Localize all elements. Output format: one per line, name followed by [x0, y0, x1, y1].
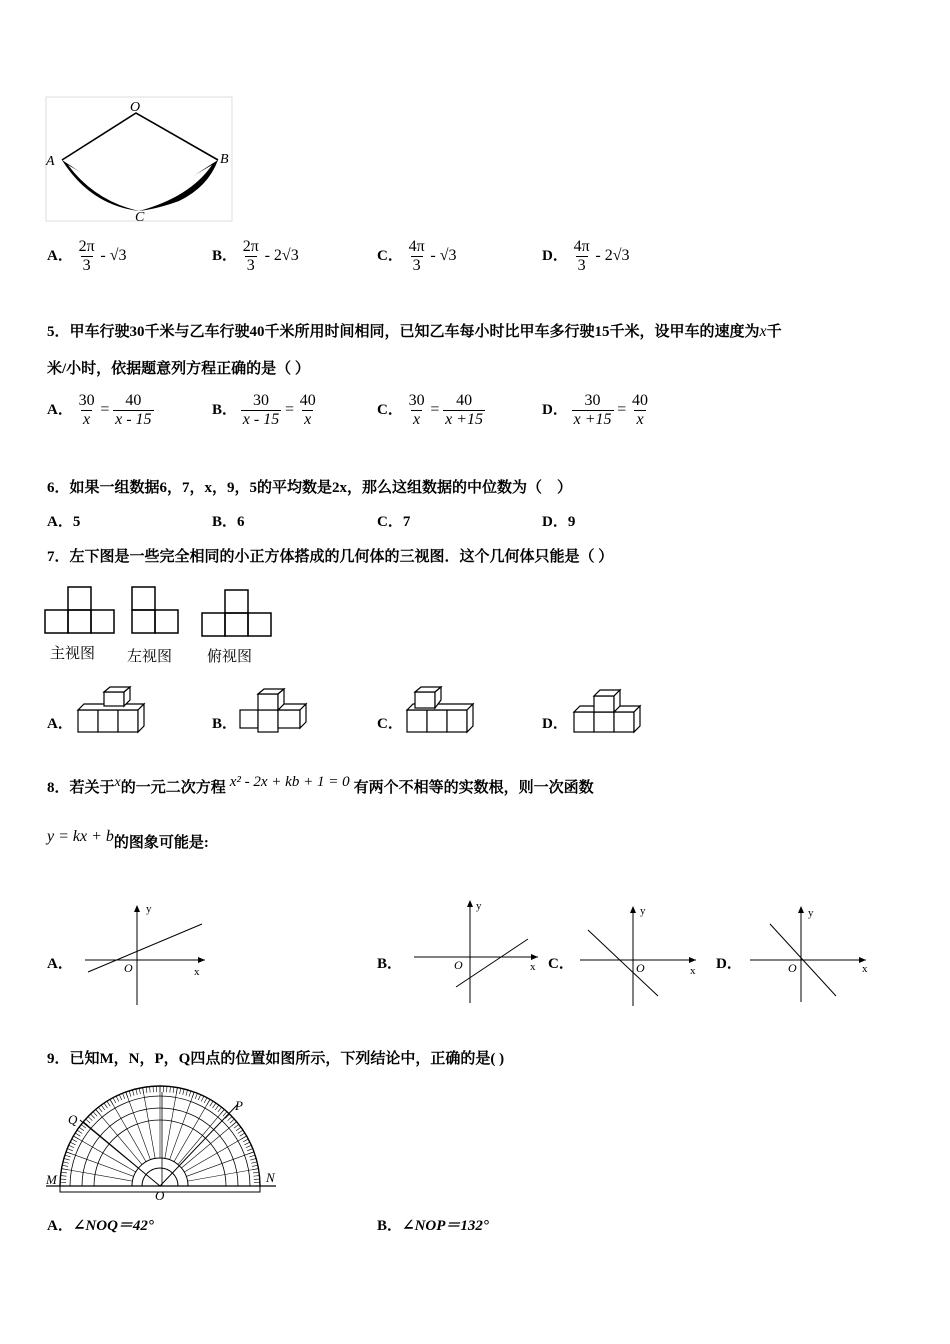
protractor-tick: [62, 1165, 68, 1166]
protractor-tick: [123, 1093, 125, 1099]
q8-option-b-label[interactable]: B．: [377, 956, 403, 972]
protractor-tick: [110, 1099, 113, 1104]
graph-c-x-label: x: [690, 965, 696, 977]
protractor-tick: [236, 1127, 241, 1131]
protractor-tick: [66, 1152, 72, 1154]
graph-a-x-label: x: [194, 966, 200, 978]
protractor-tick: [243, 1139, 248, 1142]
graph-b-y-label: y: [476, 900, 482, 912]
q7-option-c-label[interactable]: C．: [377, 716, 403, 732]
protractor-tick: [143, 1088, 144, 1094]
label-o: O: [130, 100, 141, 115]
protractor-figure: [42, 1078, 287, 1202]
protractor-tick: [213, 1103, 216, 1108]
protractor-tick: [220, 1109, 224, 1114]
protractor-tick: [218, 1107, 222, 1112]
protractor-tick: [81, 1124, 86, 1128]
q8-stem-line2: y = kx + b的图象可能是:: [47, 828, 209, 851]
q8-option-d-label[interactable]: D．: [716, 956, 742, 972]
protractor-ray: [110, 1099, 146, 1161]
protractor-tick: [210, 1101, 213, 1106]
protractor-tick: [146, 1087, 147, 1093]
protractor-tick: [173, 1087, 174, 1093]
protractor-ray: [165, 1088, 178, 1159]
protractor-tick: [107, 1101, 110, 1106]
q7-option-d-label[interactable]: D．: [542, 716, 568, 732]
graph-b-x-label: x: [530, 961, 536, 973]
graph-b-origin: O: [454, 958, 463, 972]
protractor-tick: [65, 1155, 71, 1157]
q7-option-d-cubes[interactable]: [572, 688, 644, 738]
protractor-tick: [69, 1145, 74, 1147]
protractor-tick: [252, 1165, 258, 1166]
protractor-tick: [250, 1158, 256, 1160]
q7-option-b-label[interactable]: B．: [212, 716, 238, 732]
protractor-tick: [249, 1155, 255, 1157]
protractor-tick: [101, 1105, 105, 1110]
q5-stem-line2: 米/小时，依据题意列方程正确的是（ ）: [47, 361, 310, 377]
q6-stem: 6．如果一组数据6，7，x，9，5的平均数是2x，那么这组数据的中位数为（ ）: [47, 480, 573, 496]
protractor-tick: [129, 1091, 131, 1097]
label-m: M: [46, 1172, 57, 1187]
front-view: [44, 586, 118, 636]
q4-option-b[interactable]: B． $\frac{2\pi}{3}$ - 2√3: [212, 238, 299, 274]
protractor-tick: [189, 1091, 191, 1097]
graph-c-origin: O: [636, 961, 645, 975]
protractor-tick: [139, 1088, 140, 1094]
q8-option-a-label[interactable]: A．: [47, 956, 73, 972]
q5-option-a[interactable]: A． $\frac{30}{x}$ = $\frac{40}{x - 15}$: [47, 392, 152, 428]
q4-option-d[interactable]: D． $\frac{4\pi}{3}$ - 2√3: [542, 238, 630, 274]
graph-d-origin: O: [788, 961, 797, 975]
protractor-tick: [238, 1130, 243, 1133]
linear-function: y = kx + b: [47, 828, 114, 845]
protractor-tick: [104, 1103, 107, 1108]
protractor-tick: [113, 1098, 116, 1103]
quadratic-equation: x² - 2x + kb + 1 = 0: [229, 774, 350, 790]
protractor-tick: [180, 1088, 181, 1094]
protractor-tick: [207, 1099, 210, 1104]
protractor-ray: [184, 1136, 246, 1172]
protractor-tick: [77, 1130, 82, 1133]
q4-option-a[interactable]: A． $\frac{2\pi}{3}$ - √3: [47, 238, 127, 274]
protractor-tick: [228, 1117, 232, 1121]
q5-option-b[interactable]: B． $\frac{30}{x - 15}$ = $\frac{40}{x}$: [212, 392, 316, 428]
protractor-tick: [61, 1176, 67, 1177]
protractor-tick: [116, 1096, 119, 1101]
q6-option-a[interactable]: A．5: [47, 514, 81, 530]
label-b: B: [220, 152, 229, 167]
protractor-tick: [86, 1119, 90, 1123]
protractor-tick: [126, 1092, 128, 1098]
protractor-tick: [150, 1087, 151, 1093]
q7-stem: 7．左下图是一些完全相同的小正方体搭成的几何体的三视图．这个几何体只能是（ ）: [47, 549, 614, 565]
q5-stem-line1: 5．甲车行驶30千米与乙车行驶40千米所用时间相同，已知乙车每小时比甲车多行驶15千米，设甲车的速度为x千: [47, 323, 782, 340]
protractor-tick: [64, 1158, 70, 1160]
protractor-tick: [244, 1142, 249, 1145]
q9-option-b[interactable]: B．∠NOP＝132°: [377, 1218, 489, 1234]
top-view-label: 俯视图: [207, 647, 253, 665]
label-a: A: [46, 154, 55, 169]
q6-option-d[interactable]: D．9: [542, 514, 576, 530]
protractor-tick: [88, 1117, 92, 1121]
protractor-tick: [241, 1136, 246, 1139]
protractor-tick: [67, 1149, 73, 1151]
q6-option-b[interactable]: B．6: [212, 514, 245, 530]
protractor-tick: [251, 1162, 257, 1163]
graph-d-y-label: y: [808, 907, 814, 919]
side-view: [131, 586, 183, 636]
protractor-tick: [91, 1114, 95, 1118]
protractor-tick: [253, 1176, 259, 1177]
protractor-tick: [201, 1096, 204, 1101]
protractor-tick: [98, 1107, 102, 1112]
protractor-tick: [234, 1124, 239, 1128]
label-p: P: [235, 1098, 243, 1113]
protractor-tick: [61, 1172, 67, 1173]
protractor-tick: [246, 1145, 251, 1147]
protractor-tick: [63, 1162, 69, 1163]
q5-option-c[interactable]: C． $\frac{30}{x}$ = $\frac{40}{x +15}$: [377, 392, 484, 428]
protractor-tick: [119, 1095, 121, 1100]
protractor-tick: [198, 1095, 200, 1100]
front-view-label: 主视图: [50, 644, 96, 662]
protractor-tick: [183, 1089, 184, 1095]
q4-option-c[interactable]: C． $\frac{4\pi}{3}$ - √3: [377, 238, 457, 274]
protractor-tick: [232, 1122, 237, 1126]
q7-option-a-label[interactable]: A．: [47, 716, 73, 732]
side-view-label: 左视图: [127, 647, 173, 665]
top-view: [201, 589, 277, 639]
q8-graph-b[interactable]: [410, 895, 545, 1010]
q9-stem: 9．已知M，N，P，Q四点的位置如图所示，下列结论中，正确的是( ): [47, 1051, 505, 1067]
graph-a-y-label: y: [146, 903, 152, 915]
protractor-ray: [62, 1169, 133, 1182]
protractor-tick: [186, 1090, 188, 1096]
protractor-tick: [79, 1127, 84, 1131]
sector-figure: [40, 95, 240, 225]
q9-option-a[interactable]: A．∠NOQ＝42°: [47, 1218, 154, 1234]
protractor-tick: [253, 1169, 259, 1170]
q5-option-d[interactable]: D． $\frac{30}{x +15}$ = $\frac{40}{x}$: [542, 392, 649, 428]
q8-graph-d[interactable]: [748, 902, 876, 1007]
protractor-tick: [62, 1169, 68, 1170]
protractor-tick: [247, 1149, 253, 1151]
protractor-tick: [223, 1112, 227, 1116]
protractor-tick: [215, 1105, 219, 1110]
protractor-tick: [75, 1133, 80, 1136]
graph-a-origin: O: [124, 961, 133, 975]
q6-option-c[interactable]: C．7: [377, 514, 411, 530]
protractor-tick: [136, 1089, 137, 1095]
protractor-tick: [73, 1136, 78, 1139]
protractor-tick: [248, 1152, 254, 1154]
q8-graph-a[interactable]: [80, 900, 210, 1010]
q8-option-c-label[interactable]: C．: [548, 956, 574, 972]
protractor-tick: [93, 1112, 97, 1116]
protractor-ray: [188, 1169, 259, 1182]
protractor-tick: [72, 1139, 77, 1142]
label-n: N: [266, 1170, 275, 1185]
q8-graph-c[interactable]: [578, 902, 703, 1012]
protractor-tick: [230, 1119, 234, 1123]
protractor-tick: [192, 1092, 194, 1098]
protractor-tick: [70, 1142, 75, 1145]
label-o-center: O: [155, 1188, 165, 1202]
protractor-tick: [204, 1098, 207, 1103]
q8-stem-line1: 8．若关于$^x$的一元二次方程 $^{x^2 - 2x + kb + 1 = 0}$ 有两个不相等的实数根，则一次函数: [47, 774, 594, 796]
protractor-tick: [253, 1172, 259, 1173]
protractor-tick: [176, 1088, 177, 1094]
q7-option-c-cubes[interactable]: [405, 686, 477, 738]
protractor-ray: [143, 1088, 156, 1159]
protractor-tick: [195, 1093, 197, 1099]
label-q: Q: [68, 1112, 78, 1127]
protractor-tick: [170, 1087, 171, 1093]
graph-c-y-label: y: [640, 905, 646, 917]
protractor-tick: [132, 1090, 134, 1096]
label-c: C: [135, 210, 145, 225]
graph-d-x-label: x: [862, 963, 868, 975]
q7-option-b-cubes[interactable]: [238, 688, 310, 738]
protractor-ray: [73, 1136, 135, 1172]
q7-option-a-cubes[interactable]: [76, 686, 146, 738]
protractor-tick: [96, 1109, 100, 1114]
protractor-tick: [240, 1133, 245, 1136]
